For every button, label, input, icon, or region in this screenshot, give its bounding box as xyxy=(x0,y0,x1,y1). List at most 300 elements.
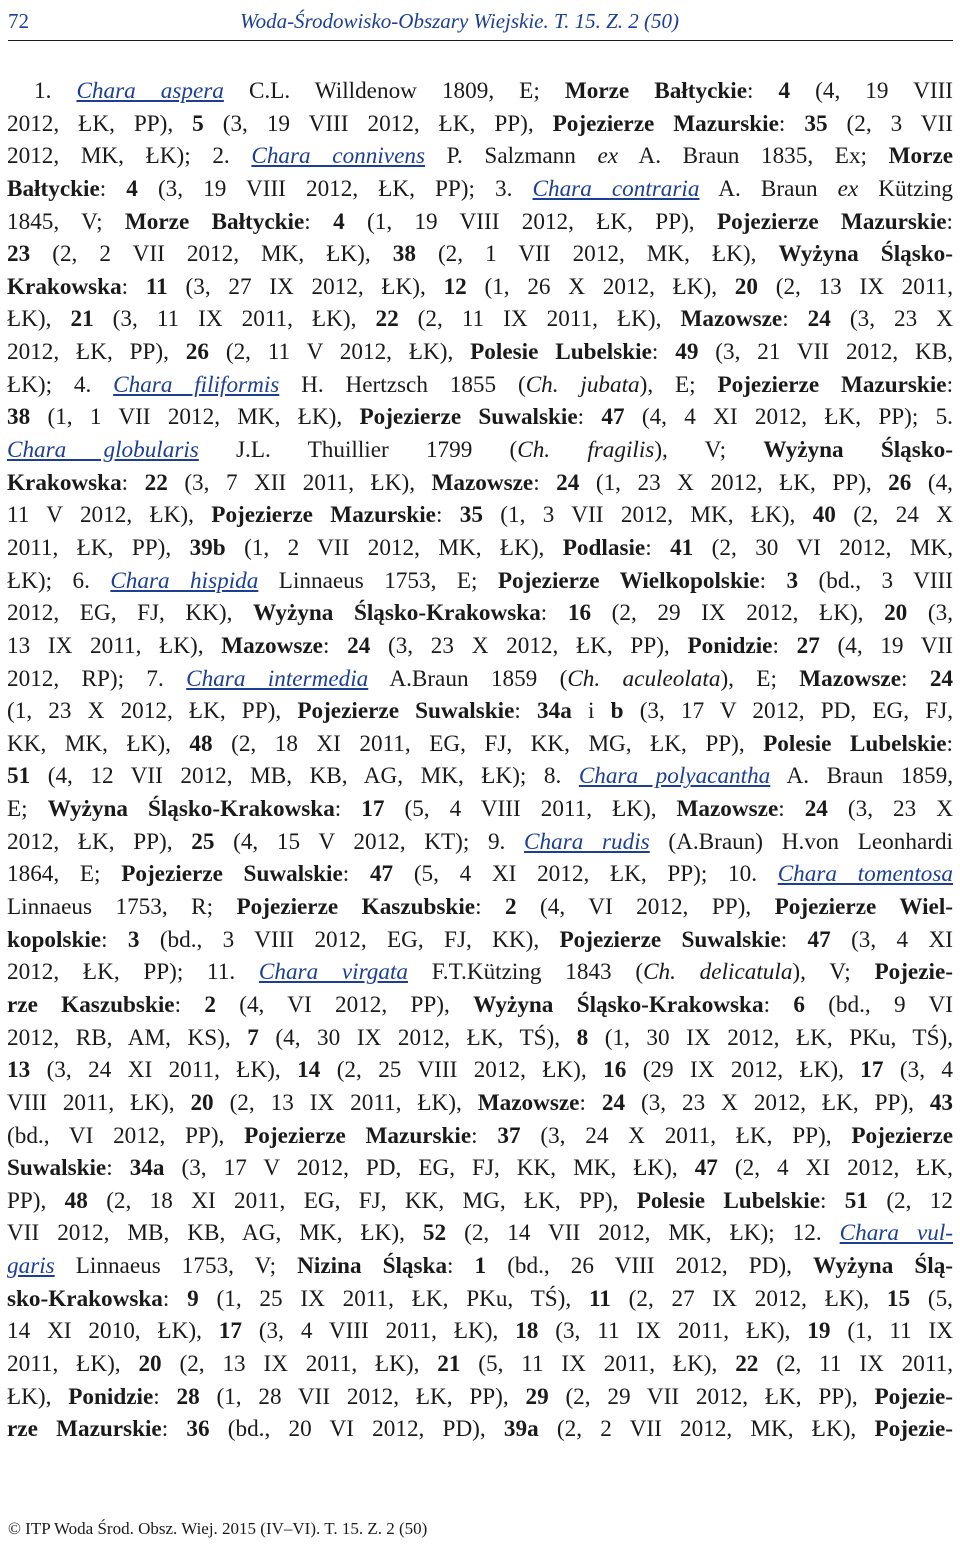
text-line xyxy=(7,565,953,598)
bold-text: Pojezie- xyxy=(874,1416,953,1443)
plain-text: : xyxy=(778,796,805,823)
text-line xyxy=(7,989,953,1022)
bold-text: 6 xyxy=(793,991,805,1018)
plain-text: : xyxy=(121,469,145,496)
plain-text: (A.Braun) H.von Leonhardi xyxy=(649,828,953,855)
bold-text: 17 xyxy=(860,1057,884,1084)
italic-text: Ch. jubata xyxy=(525,371,640,398)
plain-text: Kützing xyxy=(858,175,954,202)
text-line xyxy=(7,173,953,206)
plain-text: : xyxy=(162,1285,188,1312)
plain-text: (2, 18 XI 2011, EG, FJ, KK, MG, ŁK, PP), xyxy=(87,1187,637,1214)
plain-text: (2, 11 IX 2011, xyxy=(758,1350,953,1377)
plain-text: (3, 11 IX 2011, ŁK), xyxy=(93,306,376,333)
text-line xyxy=(7,499,953,532)
text-line xyxy=(7,1120,953,1153)
plain-text: Linnaeus 1753, V; xyxy=(54,1253,298,1280)
plain-text: (bd., 3 VIII 2012, EG, FJ, KK), xyxy=(139,926,560,953)
plain-text: (bd., 9 VI xyxy=(804,991,953,1018)
text-line xyxy=(7,858,953,891)
bold-text: Polesie Lubelskie xyxy=(763,730,947,757)
plain-text: (4, 12 VII 2012, MB, KB, AG, MK, ŁK); 8. xyxy=(30,763,579,790)
text-line xyxy=(7,1185,953,1218)
plain-text: (3, 24 XI 2011, ŁK), xyxy=(30,1057,298,1084)
bold-text: Polesie Lubelskie xyxy=(636,1187,820,1214)
bold-text: Pojezierze Wielkopolskie xyxy=(497,567,760,594)
bold-text: 4 xyxy=(126,175,138,202)
plain-text: (1, 2 VII 2012, MK, ŁK), xyxy=(225,534,563,561)
species-name: Chara vul- xyxy=(839,1220,953,1247)
bold-text: 49 xyxy=(675,339,699,366)
text-line xyxy=(7,826,953,859)
plain-text: (2, 4 XI 2012, ŁK, xyxy=(717,1155,953,1182)
plain-text: ), V; xyxy=(654,437,764,464)
plain-text: (bd., VI 2012, PP), xyxy=(7,1122,245,1149)
plain-text: : xyxy=(540,600,568,627)
plain-text: (3, 21 VII 2012, KB, xyxy=(698,339,953,366)
text-line xyxy=(7,760,953,793)
page-number: 72 xyxy=(8,9,29,33)
bold-text: 48 xyxy=(64,1187,88,1214)
plain-text: 14 XI 2010, ŁK), xyxy=(7,1318,219,1345)
plain-text: (1, 28 VII 2012, ŁK, PP), xyxy=(199,1383,526,1410)
plain-text: (3, 17 V 2012, PD, EG, FJ, xyxy=(623,698,953,725)
text-line xyxy=(7,532,953,565)
bold-text: 36 xyxy=(186,1416,210,1443)
plain-text: (3, 7 XII 2011, ŁK), xyxy=(167,469,432,496)
species-name: Chara filiformis xyxy=(113,371,280,398)
plain-text: (4, VI 2012, PP), xyxy=(215,991,474,1018)
plain-text: : xyxy=(435,502,460,529)
bold-text: Morze Bałtyckie xyxy=(564,78,747,104)
text-line xyxy=(7,597,953,630)
footer-copyright: © ITP Woda Środ. Obsz. Wiej. 2015 (IV–VI). T. 15. Z. 2 (50) xyxy=(8,1519,428,1538)
bold-text: 34a xyxy=(129,1155,165,1182)
bold-text: 20 xyxy=(734,273,758,300)
bold-text: Pojezierze Suwalskie xyxy=(297,698,515,725)
header-divider xyxy=(8,40,953,41)
plain-text: (1, 26 X 2012, ŁK), xyxy=(466,273,735,300)
bold-text: 3 xyxy=(127,926,140,953)
bold-text: Pojezierze Mazurskie xyxy=(552,110,779,137)
bold-text: Pojezierze Wiel- xyxy=(774,894,954,921)
bold-text: 24 xyxy=(929,665,953,692)
bold-text: 47 xyxy=(369,861,394,888)
plain-text: P. Salzmann xyxy=(425,143,598,170)
species-name: Chara contraria xyxy=(532,175,700,202)
plain-text: ŁK); 4. xyxy=(7,371,114,398)
bold-text: 41 xyxy=(670,534,694,561)
plain-text: i xyxy=(571,698,611,725)
plain-text: : xyxy=(901,665,930,692)
text-line xyxy=(7,956,953,989)
text-line xyxy=(7,1283,953,1316)
plain-text: F.T.Kützing 1843 ( xyxy=(408,959,644,986)
plain-text: (1, 23 X 2012, ŁK, PP), xyxy=(579,469,889,496)
plain-text: ŁK), xyxy=(7,306,71,333)
plain-text: (2, 25 VIII 2012, ŁK), xyxy=(320,1057,604,1084)
body-text xyxy=(7,75,953,1446)
species-name: Chara aspera xyxy=(76,78,224,104)
plain-text: (2, 14 VII 2012, MK, ŁK); 12. xyxy=(446,1220,840,1247)
bold-text: Ponidzie xyxy=(68,1383,154,1410)
text-line xyxy=(7,271,953,304)
plain-text: 2011, ŁK), xyxy=(7,1350,139,1377)
bold-text: 20 xyxy=(138,1350,162,1377)
plain-text: (2, 1 VII 2012, MK, ŁK), xyxy=(415,241,779,268)
plain-text: 2011, ŁK, PP), xyxy=(7,534,190,561)
bold-text: 21 xyxy=(70,306,94,333)
bold-text: 24 xyxy=(347,632,371,659)
plain-text: (3, 23 X xyxy=(830,306,953,333)
plain-text: 2012, ŁK, PP), xyxy=(7,828,192,855)
plain-text: (4, VI 2012, PP), xyxy=(516,894,775,921)
bold-text: 13 xyxy=(7,1057,31,1084)
plain-text: A. Braun xyxy=(699,175,838,202)
plain-text: : xyxy=(304,208,334,235)
plain-text: E; xyxy=(7,796,48,823)
text-line xyxy=(7,401,953,434)
bold-text: 47 xyxy=(601,404,625,431)
bold-text: 47 xyxy=(694,1155,718,1182)
text-line xyxy=(7,1315,953,1348)
plain-text: (bd., 26 VIII 2012, PD), xyxy=(486,1253,813,1280)
running-header xyxy=(8,6,953,36)
plain-text: (3, 4 xyxy=(883,1057,953,1084)
bold-text: Mazowsze xyxy=(799,665,901,692)
bold-text: 35 xyxy=(459,502,483,529)
plain-text: (5, 4 VIII 2011, ŁK), xyxy=(384,796,677,823)
plain-text: (4, xyxy=(911,469,953,496)
bold-text: Krakowska xyxy=(7,469,122,496)
plain-text: : xyxy=(772,632,797,659)
bold-text: 16 xyxy=(603,1057,627,1084)
bold-text: Bałtyckie xyxy=(7,175,100,202)
plain-text: (4, 30 IX 2012, ŁK, TŚ), xyxy=(258,1024,577,1051)
text-line xyxy=(7,1217,953,1250)
species-name: Chara rudis xyxy=(524,828,650,855)
plain-text: J.L. Thuillier 1799 ( xyxy=(198,437,518,464)
plain-text: A.Braun 1859 ( xyxy=(368,665,568,692)
text-line xyxy=(7,434,953,467)
plain-text: 11 V 2012, ŁK), xyxy=(7,502,212,529)
plain-text: 2012, ŁK, PP); 11. xyxy=(7,959,259,986)
bold-text: Pojezierze xyxy=(851,1122,953,1149)
plain-text: (2, 12 xyxy=(867,1187,953,1214)
bold-text: 2 xyxy=(504,894,517,921)
bold-text: Pojezierze Suwalskie xyxy=(559,926,781,953)
plain-text: : xyxy=(577,404,602,431)
bold-text: 7 xyxy=(247,1024,259,1051)
plain-text: ), E; xyxy=(720,665,800,692)
bold-text: 24 xyxy=(601,1089,626,1116)
plain-text: : xyxy=(322,632,348,659)
plain-text: 13 IX 2011, ŁK), xyxy=(7,632,222,659)
plain-text: (3, 23 X xyxy=(827,796,953,823)
bold-text: Wyżyna Śląsko-Krakowska xyxy=(47,796,335,823)
bold-text: rze Kaszubskie xyxy=(7,991,175,1018)
species-name: garis xyxy=(7,1253,55,1280)
italic-text: Ch. delicatula xyxy=(643,959,793,986)
bold-text: 27 xyxy=(796,632,820,659)
bold-text: 39b xyxy=(189,534,226,561)
plain-text: : xyxy=(174,991,205,1018)
bold-text: 38 xyxy=(7,404,31,431)
species-name: Chara connivens xyxy=(251,143,426,170)
plain-text: : xyxy=(471,1122,498,1149)
plain-text: VIII 2011, ŁK), xyxy=(7,1089,191,1116)
text-line xyxy=(7,369,953,402)
plain-text: (3, 19 VIII 2012, ŁK, PP), xyxy=(203,110,553,137)
bold-text: 3 xyxy=(786,567,799,594)
plain-text: (1, 3 VII 2012, MK, ŁK), xyxy=(482,502,813,529)
plain-text: : xyxy=(101,926,128,953)
plain-text: C.L. Willdenow 1809, E; xyxy=(223,78,565,104)
plain-text: : xyxy=(747,78,779,104)
bold-text: kopolskie xyxy=(7,926,102,953)
plain-text: : xyxy=(514,698,538,725)
text-line xyxy=(7,728,953,761)
bold-text: 51 xyxy=(844,1187,868,1214)
bold-text: 40 xyxy=(812,502,836,529)
bold-text: 1 xyxy=(474,1253,487,1280)
bold-text: 4 xyxy=(333,208,345,235)
text-line xyxy=(7,1087,953,1120)
text-line xyxy=(7,1054,953,1087)
bold-text: 8 xyxy=(576,1024,589,1051)
italic-text: ex xyxy=(597,143,619,170)
bold-text: 38 xyxy=(392,241,416,268)
bold-text: 51 xyxy=(7,763,31,790)
bold-text: 23 xyxy=(7,241,31,268)
text-line xyxy=(7,630,953,663)
bold-text: Polesie Lubelskie xyxy=(470,339,652,366)
bold-text: 48 xyxy=(189,730,213,757)
bold-text: 20 xyxy=(190,1089,214,1116)
plain-text: : xyxy=(334,796,362,823)
plain-text: (3, xyxy=(907,600,953,627)
bold-text: 22 xyxy=(375,306,399,333)
bold-text: 39a xyxy=(503,1416,539,1443)
plain-text: 2012, ŁK, PP), xyxy=(7,110,193,137)
bold-text: 18 xyxy=(515,1318,539,1345)
plain-text: (3, 4 XI xyxy=(830,926,953,953)
plain-text: (4, 15 V 2012, KT); 9. xyxy=(214,828,525,855)
plain-text: H. Hertzsch 1855 ( xyxy=(279,371,526,398)
plain-text: (3, 4 VIII 2011, ŁK), xyxy=(241,1318,516,1345)
plain-text: 2012, EG, FJ, KK), xyxy=(7,600,254,627)
text-line xyxy=(7,663,953,696)
text-line xyxy=(7,891,953,924)
species-name: Chara hispida xyxy=(110,567,259,594)
plain-text: (bd., 20 VI 2012, PD), xyxy=(209,1416,504,1443)
bold-text: sko-Krakowska xyxy=(7,1285,163,1312)
plain-text: (29 IX 2012, ŁK), xyxy=(626,1057,861,1084)
text-line xyxy=(7,108,953,141)
plain-text: (4, 4 XI 2012, ŁK, PP); 5. xyxy=(624,404,953,431)
species-name: Chara globularis xyxy=(7,437,199,464)
plain-text: 2012, MK, ŁK); 2. xyxy=(7,143,252,170)
text-line xyxy=(7,238,953,271)
bold-text: Pojezie- xyxy=(874,1383,953,1410)
bold-text: 21 xyxy=(437,1350,461,1377)
italic-text: Ch. aculeolata xyxy=(567,665,721,692)
bold-text: 22 xyxy=(144,469,168,496)
plain-text: 1. xyxy=(34,78,77,104)
bold-text: Nizina Śląska xyxy=(297,1253,448,1280)
plain-text: ), V; xyxy=(792,959,875,986)
plain-text: (2, 13 IX 2011, ŁK), xyxy=(213,1089,478,1116)
text-line xyxy=(7,1348,953,1381)
bold-text: 25 xyxy=(191,828,215,855)
plain-text: (2, 29 VII 2012, ŁK, PP), xyxy=(548,1383,875,1410)
plain-text: (3, 19 VIII 2012, ŁK, PP); 3. xyxy=(137,175,533,202)
plain-text: 1845, V; xyxy=(7,208,125,235)
bold-text: 11 xyxy=(145,273,168,300)
bold-text: 28 xyxy=(176,1383,200,1410)
plain-text: : xyxy=(153,1383,177,1410)
bold-text: Podlasie xyxy=(562,534,646,561)
plain-text: (3, 23 X 2012, ŁK, PP), xyxy=(370,632,688,659)
text-line xyxy=(7,303,953,336)
plain-text: : xyxy=(342,861,370,888)
plain-text: (1, 25 IX 2011, ŁK, PKu, TŚ), xyxy=(198,1285,589,1312)
plain-text: (2, 24 X xyxy=(835,502,953,529)
plain-text: (1, 11 IX xyxy=(830,1318,953,1345)
plain-text: ŁK); 6. xyxy=(7,567,111,594)
plain-text: (1, 1 VII 2012, MK, ŁK), xyxy=(30,404,360,431)
plain-text: : xyxy=(778,110,805,137)
plain-text: : xyxy=(645,534,671,561)
species-name: Chara polyacantha xyxy=(578,763,771,790)
bold-text: Suwalskie xyxy=(7,1155,107,1182)
text-line xyxy=(7,793,953,826)
plain-text: (3, 17 V 2012, PD, EG, FJ, KK, MK, ŁK), xyxy=(164,1155,695,1182)
plain-text: VII 2012, MB, KB, AG, MK, ŁK), xyxy=(7,1220,423,1247)
plain-text: (5, 4 XI 2012, ŁK, PP); 10. xyxy=(393,861,778,888)
italic-text: ex xyxy=(837,175,859,202)
plain-text: (1, 30 IX 2012, ŁK, PKu, TŚ), xyxy=(588,1024,953,1051)
bold-text: Wyżyna Śląsko- xyxy=(763,437,953,464)
plain-text: 2012, RB, AM, KS), xyxy=(7,1024,248,1051)
bold-text: 29 xyxy=(525,1383,549,1410)
plain-text: 2012, RP); 7. xyxy=(7,665,187,692)
plain-text: (2, 11 V 2012, ŁK), xyxy=(208,339,471,366)
plain-text: (2, 11 IX 2011, ŁK), xyxy=(398,306,681,333)
plain-text: KK, MK, ŁK), xyxy=(7,730,190,757)
text-line xyxy=(7,1250,953,1283)
plain-text: Linnaeus 1753, R; xyxy=(7,894,237,921)
bold-text: 12 xyxy=(443,273,467,300)
plain-text: A. Braun 1835, Ex; xyxy=(618,143,889,170)
bold-text: Pojezierze Mazurskie xyxy=(211,502,436,529)
plain-text: (3, 11 IX 2011, ŁK), xyxy=(538,1318,808,1345)
plain-text: (2, 13 IX 2011, ŁK), xyxy=(161,1350,438,1377)
plain-text: : xyxy=(121,273,146,300)
plain-text: A. Braun 1859, xyxy=(770,763,953,790)
bold-text: 16 xyxy=(567,600,592,627)
bold-text: Mazowsze xyxy=(676,796,779,823)
text-line xyxy=(7,1152,953,1185)
bold-text: Pojezierze Suwalskie xyxy=(121,861,343,888)
plain-text: (5, 11 IX 2011, ŁK), xyxy=(460,1350,736,1377)
plain-text: (2, 2 VII 2012, MK, ŁK), xyxy=(30,241,393,268)
bold-text: rze Mazurskie xyxy=(7,1416,162,1443)
bold-text: Wyżyna Śląsko-Krakowska xyxy=(473,991,764,1018)
plain-text: (3, 27 IX 2012, ŁK), xyxy=(167,273,444,300)
plain-text: (2, 30 VI 2012, MK, xyxy=(693,534,953,561)
bold-text: Krakowska xyxy=(7,273,122,300)
text-line xyxy=(7,1381,953,1414)
plain-text: : xyxy=(759,567,787,594)
bold-text: 26 xyxy=(888,469,912,496)
bold-text: Mazowsze xyxy=(477,1089,580,1116)
bold-text: Mazowsze xyxy=(680,306,783,333)
plain-text: ŁK), xyxy=(7,1383,69,1410)
plain-text: : xyxy=(99,175,127,202)
journal-title: Woda-Środowisko-Obszary Wiejskie. T. 15. Z. 2 (50) xyxy=(240,9,680,33)
text-line xyxy=(7,1413,953,1446)
plain-text: : xyxy=(782,306,808,333)
plain-text: : xyxy=(579,1089,602,1116)
text-line xyxy=(7,695,953,728)
plain-text: PP), xyxy=(7,1187,65,1214)
text-line xyxy=(7,206,953,239)
italic-text: Ch. fragilis xyxy=(517,437,655,464)
plain-text: (3, 23 X 2012, ŁK, PP), xyxy=(625,1089,930,1116)
plain-text: (2, 3 VII xyxy=(827,110,953,137)
plain-text: (2, 18 XI 2011, EG, FJ, KK, MG, ŁK, PP), xyxy=(212,730,764,757)
text-line xyxy=(7,467,953,500)
species-name: Chara virgata xyxy=(258,959,409,986)
plain-text: ), E; xyxy=(639,371,718,398)
bold-text: 26 xyxy=(185,339,209,366)
bold-text: Pojezierze Mazurskie xyxy=(244,1122,472,1149)
plain-text: : xyxy=(533,469,557,496)
bold-text: 52 xyxy=(422,1220,447,1247)
bold-text: Wyżyna Śląsko-Krakowska xyxy=(253,600,541,627)
bold-text: 2 xyxy=(204,991,216,1018)
plain-text: : xyxy=(161,1416,187,1443)
plain-text: (4, 19 VIII xyxy=(790,78,954,104)
plain-text: : xyxy=(651,339,676,366)
bold-text: 9 xyxy=(187,1285,199,1312)
bold-text: 24 xyxy=(556,469,580,496)
bold-text: 34a xyxy=(537,698,572,725)
bold-text: 17 xyxy=(218,1318,242,1345)
plain-text: : xyxy=(475,894,505,921)
bold-text: 4 xyxy=(778,78,791,104)
text-line xyxy=(7,1022,953,1055)
plain-text: : xyxy=(447,1253,475,1280)
text-line xyxy=(7,336,953,369)
species-name: Chara tomentosa xyxy=(777,861,953,888)
bold-text: Pojezierze Suwalskie xyxy=(359,404,578,431)
plain-text: (1, 19 VIII 2012, ŁK, PP), xyxy=(344,208,717,235)
plain-text: (5, xyxy=(910,1285,953,1312)
bold-text: b xyxy=(610,698,624,725)
bold-text: 24 xyxy=(804,796,828,823)
bold-text: 11 xyxy=(588,1285,611,1312)
bold-text: 24 xyxy=(807,306,831,333)
plain-text: (2, 13 IX 2011, xyxy=(757,273,953,300)
plain-text: (2, 2 VII 2012, MK, ŁK), xyxy=(538,1416,875,1443)
plain-text: 1864, E; xyxy=(7,861,122,888)
bold-text: 43 xyxy=(929,1089,953,1116)
plain-text: : xyxy=(780,926,808,953)
bold-text: Wyżyna Śląsko- xyxy=(778,241,953,268)
text-line xyxy=(7,924,953,957)
